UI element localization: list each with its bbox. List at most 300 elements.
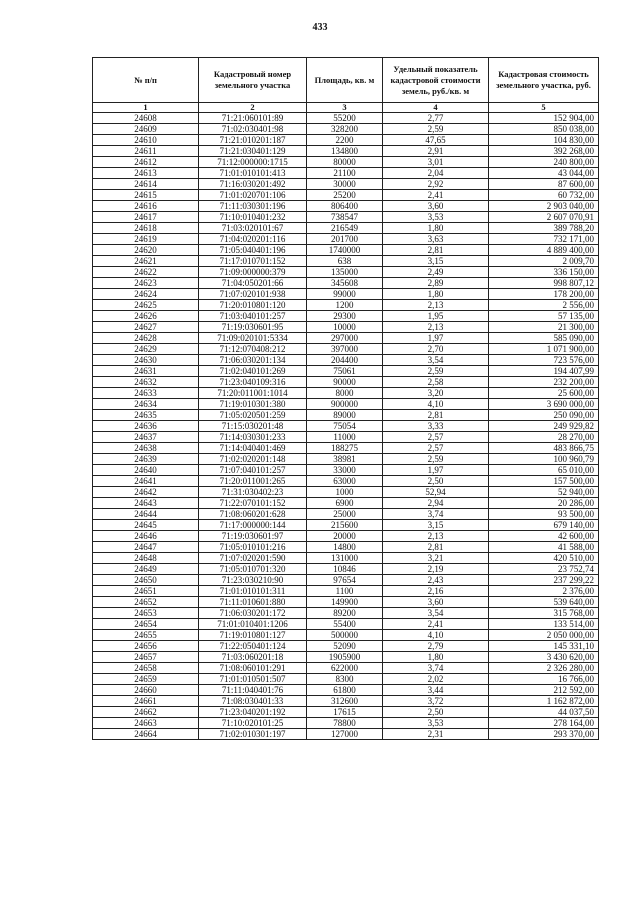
cell-area: 131000: [307, 553, 383, 564]
cell-unit-value: 3,20: [383, 388, 489, 399]
table-row: [93, 421, 599, 432]
table-row: [93, 410, 599, 421]
table-row: [93, 135, 599, 146]
table-row: [93, 630, 599, 641]
cell-cadastral-cost: 250 090,00: [489, 410, 599, 421]
table-row: [93, 256, 599, 267]
cell-cadastral-number: 71:20:011001:265: [199, 476, 307, 487]
cell-cadastral-cost: 93 500,00: [489, 509, 599, 520]
cell-cadastral-number: 71:23:030210:90: [199, 575, 307, 586]
cell-cadastral-number: 71:12:070408:212: [199, 344, 307, 355]
cell-row-number: 24633: [93, 388, 199, 399]
table-row: [93, 344, 599, 355]
column-index-row: [93, 103, 599, 113]
cell-cadastral-cost: 152 904,00: [489, 113, 599, 124]
header-row-number: № п/п: [93, 58, 199, 103]
cell-area: 204400: [307, 355, 383, 366]
cell-cadastral-cost: 87 600,00: [489, 179, 599, 190]
cell-row-number: 24645: [93, 520, 199, 531]
cell-area: 11000: [307, 432, 383, 443]
cell-cadastral-number: 71:04:020201:116: [199, 234, 307, 245]
cell-row-number: 24632: [93, 377, 199, 388]
cell-cadastral-number: 71:23:040109:316: [199, 377, 307, 388]
cell-area: 20000: [307, 531, 383, 542]
cell-area: 38981: [307, 454, 383, 465]
cell-cadastral-number: 71:11:010601:880: [199, 597, 307, 608]
cell-row-number: 24624: [93, 289, 199, 300]
cell-area: 6900: [307, 498, 383, 509]
cell-area: 127000: [307, 729, 383, 740]
cell-area: 1905900: [307, 652, 383, 663]
cell-cadastral-number: 71:14:030301:233: [199, 432, 307, 443]
cell-unit-value: 3,54: [383, 355, 489, 366]
cell-area: 312600: [307, 696, 383, 707]
cell-row-number: 24661: [93, 696, 199, 707]
table-row: [93, 498, 599, 509]
cell-area: 188275: [307, 443, 383, 454]
cell-row-number: 24615: [93, 190, 199, 201]
cell-area: 397000: [307, 344, 383, 355]
cell-cadastral-cost: 41 588,00: [489, 542, 599, 553]
cell-unit-value: 2,16: [383, 586, 489, 597]
cell-cadastral-number: 71:05:040401:196: [199, 245, 307, 256]
cell-cadastral-cost: 420 510,00: [489, 553, 599, 564]
table-row: [93, 663, 599, 674]
cell-area: 638: [307, 256, 383, 267]
cell-area: 89000: [307, 410, 383, 421]
cell-row-number: 24628: [93, 333, 199, 344]
table-row: [93, 157, 599, 168]
cell-cadastral-cost: 4 889 400,00: [489, 245, 599, 256]
cell-area: 1000: [307, 487, 383, 498]
cell-cadastral-number: 71:31:030402:23: [199, 487, 307, 498]
cell-cadastral-cost: 483 866,75: [489, 443, 599, 454]
cell-unit-value: 2,79: [383, 641, 489, 652]
cell-area: 135000: [307, 267, 383, 278]
cell-row-number: 24621: [93, 256, 199, 267]
cell-area: 8000: [307, 388, 383, 399]
cell-area: 97654: [307, 575, 383, 586]
cell-cadastral-number: 71:05:010101:216: [199, 542, 307, 553]
cell-area: 90000: [307, 377, 383, 388]
cell-row-number: 24634: [93, 399, 199, 410]
table-row: [93, 388, 599, 399]
cell-row-number: 24646: [93, 531, 199, 542]
table-row: [93, 718, 599, 729]
cell-cadastral-number: 71:19:030601:97: [199, 531, 307, 542]
cell-area: 99000: [307, 289, 383, 300]
cell-cadastral-number: 71:21:060101:89: [199, 113, 307, 124]
cell-row-number: 24664: [93, 729, 199, 740]
table-row: [93, 278, 599, 289]
cell-cadastral-number: 71:02:010301:197: [199, 729, 307, 740]
cell-unit-value: 2,92: [383, 179, 489, 190]
cell-cadastral-cost: 145 331,10: [489, 641, 599, 652]
cell-cadastral-number: 71:09:000000:379: [199, 267, 307, 278]
cell-area: 33000: [307, 465, 383, 476]
cell-area: 21100: [307, 168, 383, 179]
cell-cadastral-cost: 2 607 070,91: [489, 212, 599, 223]
cell-row-number: 24617: [93, 212, 199, 223]
cell-cadastral-cost: 1 162 872,00: [489, 696, 599, 707]
cell-cadastral-cost: 21 300,00: [489, 322, 599, 333]
cell-row-number: 24654: [93, 619, 199, 630]
cell-unit-value: 2,59: [383, 366, 489, 377]
cell-cadastral-number: 71:21:010201:187: [199, 135, 307, 146]
header-cadastral-number: Кадастровый номер земельного участка: [199, 58, 307, 103]
table-row: [93, 432, 599, 443]
cell-row-number: 24623: [93, 278, 199, 289]
cell-cadastral-cost: 104 830,00: [489, 135, 599, 146]
cell-row-number: 24659: [93, 674, 199, 685]
cell-area: 14800: [307, 542, 383, 553]
cell-area: 216549: [307, 223, 383, 234]
cell-cadastral-cost: 336 150,00: [489, 267, 599, 278]
cell-unit-value: 2,49: [383, 267, 489, 278]
cell-area: 75054: [307, 421, 383, 432]
cell-area: 17615: [307, 707, 383, 718]
cell-row-number: 24620: [93, 245, 199, 256]
cell-cadastral-cost: 42 600,00: [489, 531, 599, 542]
cell-cadastral-number: 71:10:020101:25: [199, 718, 307, 729]
cell-area: 25000: [307, 509, 383, 520]
cell-row-number: 24643: [93, 498, 199, 509]
cell-cadastral-cost: 2 050 000,00: [489, 630, 599, 641]
cell-row-number: 24650: [93, 575, 199, 586]
column-index: 5: [489, 103, 599, 113]
cell-area: 201700: [307, 234, 383, 245]
cell-cadastral-number: 71:14:040401:469: [199, 443, 307, 454]
cell-row-number: 24652: [93, 597, 199, 608]
cell-unit-value: 1,80: [383, 652, 489, 663]
cell-cadastral-cost: 732 171,00: [489, 234, 599, 245]
cell-unit-value: 52,94: [383, 487, 489, 498]
cell-unit-value: 3,33: [383, 421, 489, 432]
cell-row-number: 24657: [93, 652, 199, 663]
table-row: [93, 366, 599, 377]
cell-cadastral-cost: 1 071 900,00: [489, 344, 599, 355]
cell-cadastral-cost: 539 640,00: [489, 597, 599, 608]
table-row: [93, 531, 599, 542]
cell-unit-value: 47,65: [383, 135, 489, 146]
cell-row-number: 24658: [93, 663, 199, 674]
table-row: [93, 168, 599, 179]
table-row: [93, 333, 599, 344]
cell-row-number: 24655: [93, 630, 199, 641]
cell-unit-value: 2,41: [383, 619, 489, 630]
cell-area: 215600: [307, 520, 383, 531]
cell-area: 134800: [307, 146, 383, 157]
table-row: [93, 542, 599, 553]
cell-area: 29300: [307, 311, 383, 322]
cell-unit-value: 3,15: [383, 520, 489, 531]
table-row: [93, 190, 599, 201]
table-row: [93, 201, 599, 212]
cell-row-number: 24639: [93, 454, 199, 465]
cell-cadastral-cost: 194 407,99: [489, 366, 599, 377]
cell-area: 8300: [307, 674, 383, 685]
table-row: [93, 564, 599, 575]
cell-cadastral-cost: 20 286,00: [489, 498, 599, 509]
cell-row-number: 24630: [93, 355, 199, 366]
cell-area: 149900: [307, 597, 383, 608]
cell-unit-value: 4,10: [383, 399, 489, 410]
cell-area: 80000: [307, 157, 383, 168]
cell-cadastral-cost: 2 326 280,00: [489, 663, 599, 674]
cell-cadastral-cost: 43 044,00: [489, 168, 599, 179]
cell-unit-value: 2,81: [383, 542, 489, 553]
cell-cadastral-cost: 237 299,22: [489, 575, 599, 586]
cell-cadastral-number: 71:19:030601:95: [199, 322, 307, 333]
cell-cadastral-number: 71:07:020201:590: [199, 553, 307, 564]
cell-unit-value: 2,70: [383, 344, 489, 355]
cell-unit-value: 3,53: [383, 212, 489, 223]
cell-unit-value: 3,15: [383, 256, 489, 267]
cell-unit-value: 2,81: [383, 410, 489, 421]
cell-cadastral-number: 71:01:010501:507: [199, 674, 307, 685]
cell-cadastral-cost: 2 903 040,00: [489, 201, 599, 212]
table-row: [93, 597, 599, 608]
cell-cadastral-cost: 25 600,00: [489, 388, 599, 399]
cell-unit-value: 3,63: [383, 234, 489, 245]
cell-row-number: 24616: [93, 201, 199, 212]
cell-row-number: 24637: [93, 432, 199, 443]
header-area: Площадь, кв. м: [307, 58, 383, 103]
cell-cadastral-cost: 2 556,00: [489, 300, 599, 311]
cell-cadastral-number: 71:03:040101:257: [199, 311, 307, 322]
column-index: 1: [93, 103, 199, 113]
cell-area: 622000: [307, 663, 383, 674]
cell-unit-value: 2,50: [383, 476, 489, 487]
cell-cadastral-number: 71:03:060201:18: [199, 652, 307, 663]
cell-cadastral-number: 71:02:020201:148: [199, 454, 307, 465]
cell-cadastral-number: 71:07:020101:938: [199, 289, 307, 300]
cell-unit-value: 1,97: [383, 465, 489, 476]
cell-cadastral-number: 71:02:030401:98: [199, 124, 307, 135]
cell-cadastral-number: 71:15:030201:48: [199, 421, 307, 432]
table-row: [93, 729, 599, 740]
table-row: [93, 322, 599, 333]
cell-cadastral-cost: 293 370,00: [489, 729, 599, 740]
cell-cadastral-number: 71:04:050201:66: [199, 278, 307, 289]
header-cadastral-cost: Кадастровая стоимость земельного участка, руб.: [489, 58, 599, 103]
cell-cadastral-number: 71:08:030401:33: [199, 696, 307, 707]
cell-cadastral-number: 71:19:010301:380: [199, 399, 307, 410]
cell-unit-value: 2,89: [383, 278, 489, 289]
cell-cadastral-number: 71:17:010701:152: [199, 256, 307, 267]
cell-area: 55200: [307, 113, 383, 124]
cell-row-number: 24638: [93, 443, 199, 454]
cell-row-number: 24649: [93, 564, 199, 575]
cell-area: 63000: [307, 476, 383, 487]
cell-area: 75061: [307, 366, 383, 377]
cell-cadastral-number: 71:01:010401:1206: [199, 619, 307, 630]
table-row: [93, 443, 599, 454]
cell-area: 30000: [307, 179, 383, 190]
cell-row-number: 24614: [93, 179, 199, 190]
cell-unit-value: 1,97: [383, 333, 489, 344]
cell-unit-value: 3,54: [383, 608, 489, 619]
cell-row-number: 24622: [93, 267, 199, 278]
cell-area: 500000: [307, 630, 383, 641]
table-row: [93, 465, 599, 476]
column-index: 4: [383, 103, 489, 113]
cell-cadastral-number: 71:05:020501:259: [199, 410, 307, 421]
cell-area: 297000: [307, 333, 383, 344]
cell-cadastral-number: 71:07:040101:257: [199, 465, 307, 476]
cell-unit-value: 2,31: [383, 729, 489, 740]
cell-unit-value: 3,60: [383, 597, 489, 608]
cell-unit-value: 2,13: [383, 531, 489, 542]
cell-cadastral-cost: 585 090,00: [489, 333, 599, 344]
cell-unit-value: 2,04: [383, 168, 489, 179]
cell-area: 900000: [307, 399, 383, 410]
cell-row-number: 24618: [93, 223, 199, 234]
cell-cadastral-cost: 44 037,50: [489, 707, 599, 718]
cell-row-number: 24660: [93, 685, 199, 696]
table-row: [93, 234, 599, 245]
table-body: [93, 113, 599, 740]
cell-row-number: 24635: [93, 410, 199, 421]
cell-cadastral-number: 71:11:040401:76: [199, 685, 307, 696]
cell-row-number: 24626: [93, 311, 199, 322]
table-row: [93, 696, 599, 707]
cell-area: 55400: [307, 619, 383, 630]
table-row: [93, 674, 599, 685]
cell-row-number: 24662: [93, 707, 199, 718]
cell-unit-value: 2,81: [383, 245, 489, 256]
table-header-row: [93, 58, 599, 103]
cell-cadastral-number: 71:21:030401:129: [199, 146, 307, 157]
cell-row-number: 24627: [93, 322, 199, 333]
cell-cadastral-number: 71:20:011001:1014: [199, 388, 307, 399]
cell-unit-value: 1,95: [383, 311, 489, 322]
cell-cadastral-cost: 850 038,00: [489, 124, 599, 135]
cell-unit-value: 3,74: [383, 663, 489, 674]
cell-row-number: 24636: [93, 421, 199, 432]
cell-unit-value: 1,80: [383, 223, 489, 234]
cell-area: 738547: [307, 212, 383, 223]
cell-cadastral-cost: 23 752,74: [489, 564, 599, 575]
cell-unit-value: 2,57: [383, 443, 489, 454]
table-row: [93, 476, 599, 487]
cell-row-number: 24613: [93, 168, 199, 179]
cell-area: 78800: [307, 718, 383, 729]
cell-row-number: 24612: [93, 157, 199, 168]
table-row: [93, 377, 599, 388]
column-index: 3: [307, 103, 383, 113]
cell-row-number: 24642: [93, 487, 199, 498]
cell-area: 61800: [307, 685, 383, 696]
cell-row-number: 24651: [93, 586, 199, 597]
cell-area: 52090: [307, 641, 383, 652]
cell-cadastral-number: 71:06:030201:134: [199, 355, 307, 366]
cell-area: 10846: [307, 564, 383, 575]
cell-cadastral-cost: 249 929,82: [489, 421, 599, 432]
cell-cadastral-cost: 157 500,00: [489, 476, 599, 487]
cell-cadastral-cost: 57 135,00: [489, 311, 599, 322]
cell-area: 1200: [307, 300, 383, 311]
table-row: [93, 619, 599, 630]
cell-unit-value: 3,74: [383, 509, 489, 520]
cell-unit-value: 2,41: [383, 190, 489, 201]
cell-cadastral-number: 71:12:000000:1715: [199, 157, 307, 168]
cell-row-number: 24644: [93, 509, 199, 520]
cell-cadastral-number: 71:08:060201:628: [199, 509, 307, 520]
cell-area: 25200: [307, 190, 383, 201]
cell-cadastral-cost: 2 376,00: [489, 586, 599, 597]
cell-cadastral-number: 71:22:050401:124: [199, 641, 307, 652]
cell-unit-value: 2,77: [383, 113, 489, 124]
cell-cadastral-number: 71:11:030301:196: [199, 201, 307, 212]
table-row: [93, 608, 599, 619]
cell-area: 345608: [307, 278, 383, 289]
cell-unit-value: 2,91: [383, 146, 489, 157]
cell-unit-value: 3,01: [383, 157, 489, 168]
cell-cadastral-number: 71:23:040201:192: [199, 707, 307, 718]
cell-unit-value: 2,43: [383, 575, 489, 586]
cell-area: 1740000: [307, 245, 383, 256]
cell-area: 806400: [307, 201, 383, 212]
cell-unit-value: 2,19: [383, 564, 489, 575]
cell-row-number: 24619: [93, 234, 199, 245]
table-row: [93, 179, 599, 190]
cell-cadastral-number: 71:01:020701:106: [199, 190, 307, 201]
cell-unit-value: 2,59: [383, 454, 489, 465]
cell-cadastral-number: 71:09:020101:5334: [199, 333, 307, 344]
table-row: [93, 509, 599, 520]
cell-cadastral-cost: 998 807,12: [489, 278, 599, 289]
cell-row-number: 24609: [93, 124, 199, 135]
cell-cadastral-cost: 232 200,00: [489, 377, 599, 388]
cell-cadastral-cost: 133 514,00: [489, 619, 599, 630]
cell-cadastral-cost: 100 960,79: [489, 454, 599, 465]
cell-unit-value: 4,10: [383, 630, 489, 641]
table-row: [93, 245, 599, 256]
table-row: [93, 289, 599, 300]
cell-cadastral-number: 71:02:040101:269: [199, 366, 307, 377]
cell-row-number: 24656: [93, 641, 199, 652]
cell-unit-value: 1,80: [383, 289, 489, 300]
cell-cadastral-number: 71:19:010801:127: [199, 630, 307, 641]
cell-row-number: 24641: [93, 476, 199, 487]
cell-unit-value: 2,57: [383, 432, 489, 443]
cell-cadastral-number: 71:22:070101:152: [199, 498, 307, 509]
table-row: [93, 223, 599, 234]
table-row: [93, 124, 599, 135]
table-row: [93, 355, 599, 366]
cell-row-number: 24640: [93, 465, 199, 476]
cell-unit-value: 3,53: [383, 718, 489, 729]
cell-unit-value: 2,94: [383, 498, 489, 509]
table-row: [93, 520, 599, 531]
cell-row-number: 24610: [93, 135, 199, 146]
cell-cadastral-number: 71:01:010101:413: [199, 168, 307, 179]
cell-row-number: 24653: [93, 608, 199, 619]
cell-unit-value: 3,21: [383, 553, 489, 564]
cell-cadastral-cost: 240 800,00: [489, 157, 599, 168]
table-row: [93, 300, 599, 311]
cell-cadastral-cost: 3 430 620,00: [489, 652, 599, 663]
table-row: [93, 267, 599, 278]
cell-cadastral-cost: 212 592,00: [489, 685, 599, 696]
cell-row-number: 24629: [93, 344, 199, 355]
table-row: [93, 212, 599, 223]
cell-area: 328200: [307, 124, 383, 135]
table-row: [93, 553, 599, 564]
table-row: [93, 641, 599, 652]
cell-cadastral-number: 71:01:010101:311: [199, 586, 307, 597]
